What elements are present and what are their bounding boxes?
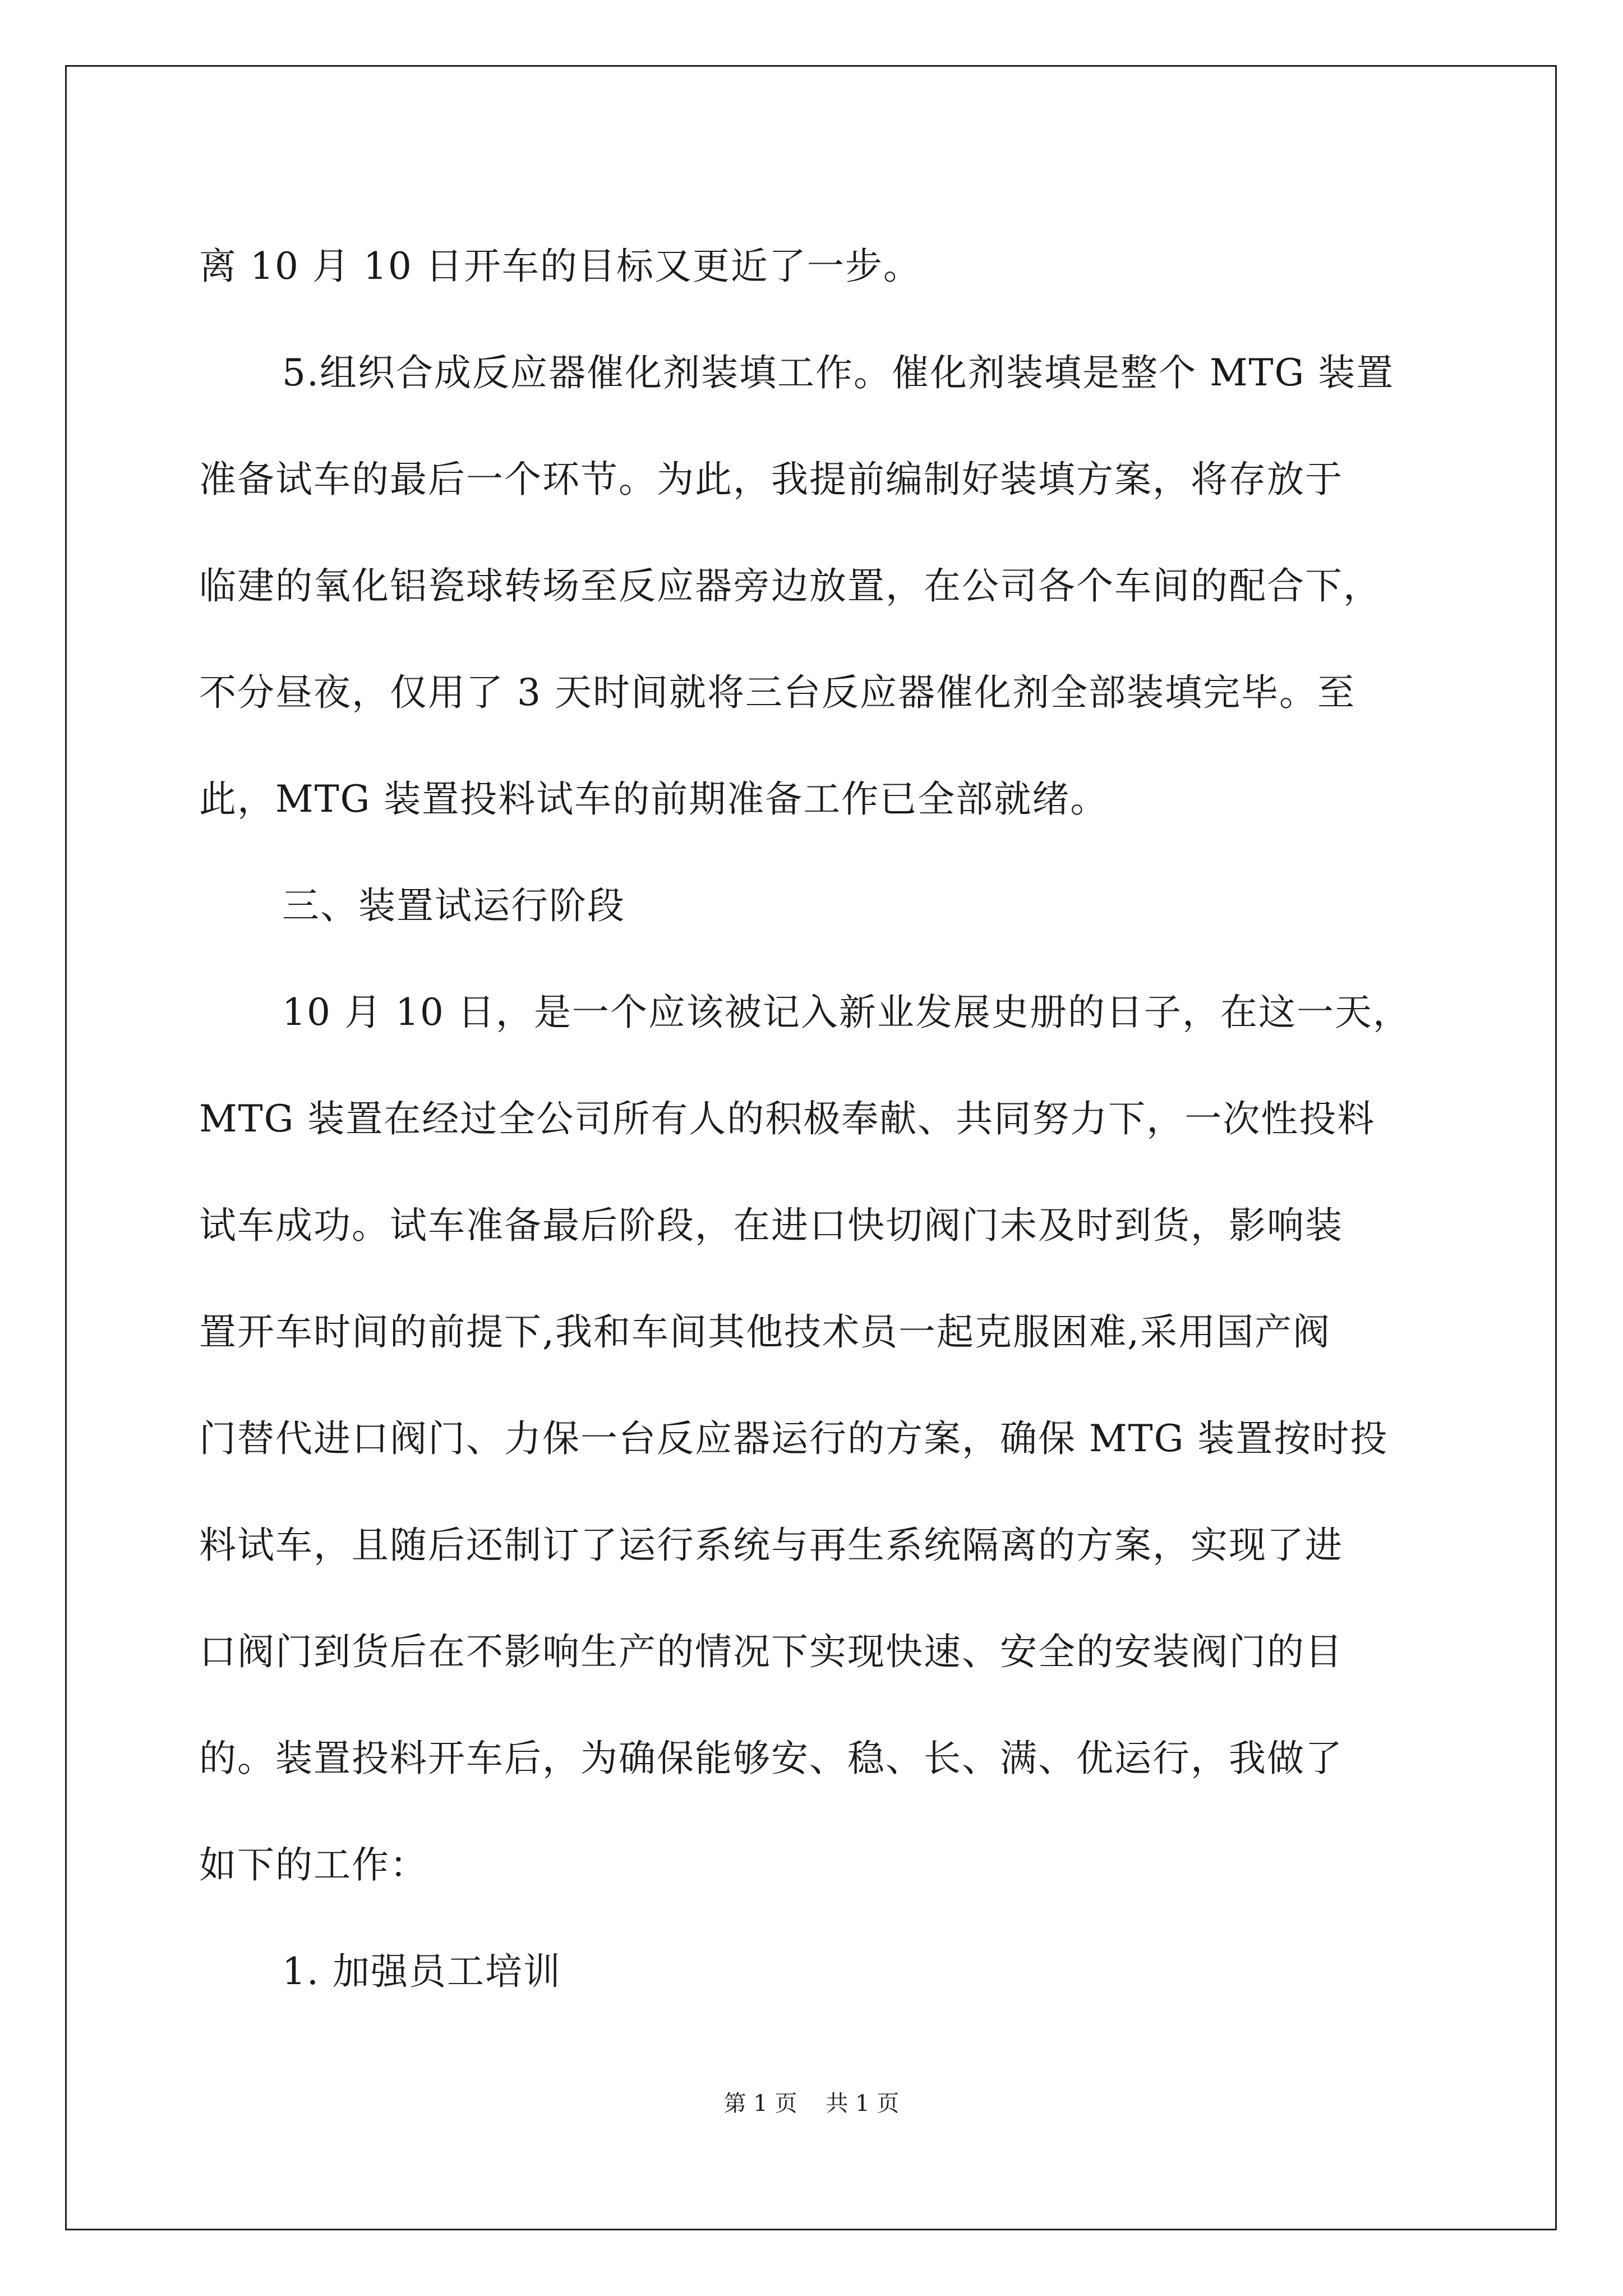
- text-line-9: MTG 装置在经过全公司所有人的积极奉献、共同努力下，一次性投料: [199, 1097, 1376, 1140]
- text-line-13: 料试车，且随后还制订了运行系统与再生系统隔离的方案，实现了进: [199, 1524, 1343, 1567]
- text-line-11: 置开车时间的前提下,我和车间其他技术员一起克服困难,采用国产阀: [199, 1310, 1331, 1354]
- text-line-15: 的。装置投料开车后，为确保能够安、稳、长、满、优运行，我做了: [199, 1737, 1343, 1780]
- text-line-6: 此，MTG 装置投料试车的前期准备工作已全部就绪。: [199, 777, 1109, 821]
- list-item-heading: 1. 加强员工培训: [282, 1950, 561, 1993]
- text-line-2: 5.组织合成反应器催化剂装填工作。催化剂装填是整个 MTG 装置: [282, 351, 1395, 394]
- text-line-16: 如下的工作：: [199, 1843, 428, 1887]
- text-line-12: 门替代进口阀门、力保一台反应器运行的方案，确保 MTG 装置按时投: [199, 1417, 1389, 1460]
- document-body: [199, 213, 1438, 2025]
- text-line-3: 准备试车的最后一个环节。为此，我提前编制好装填方案，将存放于: [199, 458, 1343, 501]
- page-number-footer: 第 1 页 共 1 页: [723, 2091, 900, 2116]
- text-line-14: 口阀门到货后在不影响生产的情况下实现快速、安全的安装阀门的目: [199, 1630, 1343, 1673]
- text-line-5: 不分昼夜，仅用了 3 天时间就将三台反应器催化剂全部装填完毕。至: [199, 671, 1355, 714]
- text-line-10: 试车成功。试车准备最后阶段，在进口快切阀门未及时到货，影响装: [199, 1204, 1343, 1247]
- text-line-4: 临建的氧化铝瓷球转场至反应器旁边放置，在公司各个车间的配合下，: [199, 564, 1381, 608]
- section-heading: 三、装置试运行阶段: [282, 884, 625, 927]
- text-line-1: 离 10 月 10 日开车的目标又更近了一步。: [199, 245, 921, 288]
- text-line-8: 10 月 10 日，是一个应该被记入新业发展史册的日子，在这一天，: [282, 991, 1411, 1034]
